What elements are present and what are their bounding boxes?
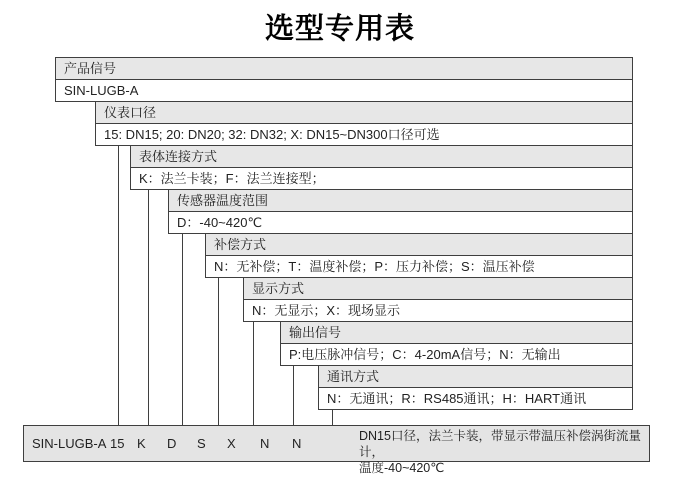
connector-line-output-signal [293,365,294,425]
spec-options-body-connection: K：法兰卡装；F：法兰连接型； [131,168,632,189]
summary-code-display: X [227,436,236,451]
spec-box-output-signal [280,321,633,366]
summary-code-temp-range: D [167,436,177,451]
spec-box-display-mode [243,277,633,322]
spec-options-meter-diameter: 15: DN15; 20: DN20; 32: DN32; X: DN15~DN300口径可选 [96,124,632,145]
summary-code-diameter: 15 [110,436,125,451]
summary-model: SIN-LUGB-A [32,436,107,451]
spec-box-product-signal [55,57,633,102]
spec-options-product-signal: SIN-LUGB-A [56,80,632,101]
spec-options-communication-mode: N：无通讯；R：RS485通讯；H：HART通讯 [319,388,632,409]
spec-label-communication-mode: 通讯方式 [319,366,632,388]
spec-options-sensor-temp-range: D：-40~420℃ [169,212,632,233]
spec-box-communication-mode [318,365,633,410]
connector-line-body-connection [148,189,149,425]
spec-box-sensor-temp-range [168,189,633,234]
summary-description-line1: DN15口径，法兰卡装，带显示带温压补偿涡街流量计， [359,429,641,459]
spec-label-compensation-mode: 补偿方式 [206,234,632,256]
spec-options-output-signal: P:电压脉冲信号；C：4-20mA信号；N：无输出 [281,344,632,365]
connector-line-compensation-mode [218,277,219,425]
summary-description-line2: 温度-40~420℃ [359,461,445,475]
connector-line-sensor-temp-range [182,233,183,425]
spec-label-sensor-temp-range: 传感器温度范围 [169,190,632,212]
summary-code-communication: N [292,436,302,451]
summary-description [359,428,647,476]
spec-box-meter-diameter [95,101,633,146]
summary-code-output: N [260,436,270,451]
spec-label-product-signal: 产品信号 [56,58,632,80]
spec-options-display-mode: N：无显示；X：现场显示 [244,300,632,321]
connector-line-communication-mode [332,410,333,425]
summary-row [23,425,650,475]
spec-label-body-connection: 表体连接方式 [131,146,632,168]
page-title: 选型专用表 [264,13,415,45]
spec-label-display-mode: 显示方式 [244,278,632,300]
spec-options-compensation-mode: N：无补偿；T：温度补偿；P：压力补偿；S：温压补偿 [206,256,632,277]
summary-code-connection: K [137,436,146,451]
spec-box-compensation-mode [205,233,633,278]
summary-code-compensation: S [197,436,206,451]
connector-line-display-mode [253,321,254,425]
connector-line-meter-diameter [118,145,119,425]
spec-label-output-signal: 输出信号 [281,322,632,344]
spec-box-body-connection [130,145,633,190]
spec-label-meter-diameter: 仪表口径 [96,102,632,124]
